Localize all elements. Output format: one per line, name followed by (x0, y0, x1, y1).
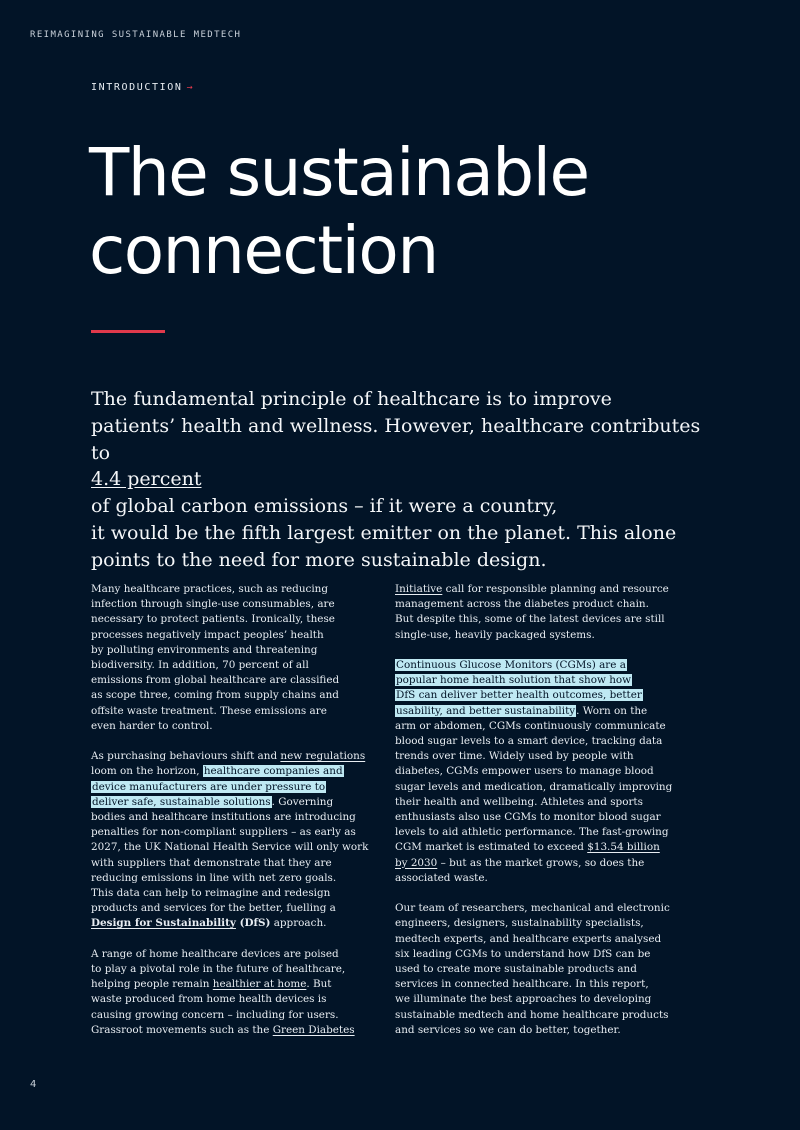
carbon-emissions-link[interactable]: 4.4 percent (91, 468, 202, 491)
body-line: with suppliers that demonstrate that they are (91, 856, 332, 869)
body-line: as scope three, coming from supply chains and (91, 689, 339, 702)
body-text: CGM market is estimated to exceed (395, 841, 588, 854)
body-line: sustainable medtech and home healthcare products (395, 1008, 669, 1021)
body-line: arm or abdomen, CGMs continuously communicate (395, 719, 666, 732)
body-line (395, 582, 695, 597)
body-paragraph (395, 658, 695, 886)
highlighted-text: deliver safe, sustainable solutions (92, 795, 271, 808)
body-line: blood sugar levels to a smart device, tracking data (395, 735, 663, 748)
lede-line (91, 440, 711, 520)
body-line: six leading CGMs to understand how DfS can be (395, 947, 651, 960)
body-text: call for responsible planning and resource (442, 583, 669, 595)
body-line (91, 749, 391, 764)
body-text: . But (306, 978, 332, 991)
body-line: A range of home healthcare devices are poised (91, 947, 339, 960)
body-line: trends over time. Widely used by people with (395, 750, 634, 763)
lede-line: The fundamental principle of healthcare is to improve (91, 388, 612, 410)
accent-rule (91, 330, 165, 333)
body-line: waste produced from home health devices is (91, 993, 327, 1006)
body-line: sugar levels and medication, dramatically improving (395, 780, 673, 793)
body-line: Our team of researchers, mechanical and electronic (395, 902, 670, 915)
lede-paragraph (91, 386, 711, 574)
body-text: . Governing (271, 795, 334, 808)
body-line (395, 658, 695, 673)
title-line: connection (89, 212, 438, 289)
cgm-market-link-continued[interactable]: by 2030 (395, 856, 438, 869)
body-paragraph (395, 582, 695, 643)
body-line (91, 916, 391, 931)
body-line: services in connected healthcare. In this report, (395, 978, 649, 991)
body-line (91, 780, 391, 795)
body-line: to play a pivotal role in the future of healthcare, (91, 963, 346, 976)
body-paragraph (91, 749, 391, 931)
running-head: REIMAGINING SUSTAINABLE MEDTECH (30, 30, 242, 40)
body-text: (DfS) (235, 917, 271, 930)
design-for-sustainability-link[interactable]: Design for Sustainability (91, 917, 236, 930)
body-line (91, 795, 391, 810)
body-text: Grassroot movements such as the (91, 1023, 273, 1036)
section-label (91, 82, 194, 93)
body-line: even harder to control. (91, 719, 213, 732)
highlighted-text: Continuous Glucose Monitors (CGMs) are a (396, 659, 626, 671)
body-paragraph (395, 901, 695, 1038)
body-line (395, 704, 695, 719)
body-line: engineers, designers, sustainability specialists, (395, 917, 644, 930)
highlighted-text: DfS can deliver better health outcomes, better (396, 689, 642, 702)
lede-line: it would be the fifth largest emitter on the planet. This alone (91, 521, 677, 544)
lede-line: patients’ health and wellness. However, healthcare contributes (91, 414, 701, 437)
body-line: biodiversity. In addition, 70 percent of all (91, 659, 309, 672)
right-column (395, 582, 695, 1053)
body-line: products and services for the better, fuelling a (91, 902, 336, 915)
body-paragraph (91, 582, 391, 734)
body-line: causing growing concern – including for users. (91, 1008, 339, 1021)
body-line (395, 688, 695, 703)
body-line: levels to aid athletic performance. The fast-growing (395, 826, 669, 839)
body-line: and services so we can do better, together. (395, 1023, 621, 1036)
body-line: bodies and healthcare institutions are introducing (91, 811, 356, 824)
body-line (395, 673, 695, 688)
body-text: approach. (270, 917, 327, 930)
cgm-market-link[interactable]: $13.54 billion (587, 841, 660, 854)
body-line: But despite this, some of the latest devices are still (395, 613, 665, 626)
new-regulations-link[interactable]: new regulations (280, 750, 366, 763)
body-line: we illuminate the best approaches to developing (395, 993, 652, 1006)
body-line: processes negatively impact peoples’ health (91, 628, 324, 641)
body-line: by polluting environments and threatening (91, 643, 318, 656)
page-number: 4 (30, 1079, 37, 1090)
body-line: 2027, the UK National Health Service will only work (91, 841, 369, 854)
body-paragraph (91, 947, 391, 1038)
body-line: offsite waste treatment. These emissions are (91, 704, 327, 717)
body-text: As purchasing behaviours shift and (91, 750, 281, 763)
body-line (91, 764, 391, 779)
section-label-text: INTRODUCTION (91, 82, 183, 93)
body-line: their health and wellbeing. Athletes and sports (395, 795, 643, 808)
healthier-at-home-link[interactable]: healthier at home (212, 978, 307, 991)
highlighted-text: popular home health solution that show how (396, 674, 632, 687)
title-line: The sustainable (89, 134, 589, 211)
body-line: diabetes, CGMs empower users to manage blood (395, 765, 654, 778)
lede-text: to (91, 441, 111, 464)
highlighted-text: device manufacturers are under pressure to (92, 780, 326, 793)
body-text: – but as the market grows, so does the (437, 856, 645, 869)
body-text: . Worn on the (576, 704, 648, 717)
body-line: necessary to protect patients. Ironically, these (91, 613, 335, 626)
body-text: helping people remain (91, 978, 213, 991)
highlighted-text: usability, and better sustainability (396, 704, 576, 717)
body-line: Many healthcare practices, such as reducing (91, 583, 329, 595)
body-line: used to create more sustainable products and (395, 963, 637, 976)
body-line: single-use, heavily packaged systems. (395, 628, 595, 641)
body-line: enthusiasts also use CGMs to monitor blood sugar (395, 811, 661, 824)
green-diabetes-link[interactable]: Green Diabetes (272, 1023, 355, 1036)
body-line (91, 1023, 391, 1038)
body-line: emissions from global healthcare are classified (91, 674, 340, 687)
body-line: infection through single-use consumables, are (91, 598, 335, 611)
left-column (91, 582, 391, 1053)
arrow-right-icon: → (186, 82, 195, 93)
highlighted-text: healthcare companies and (203, 765, 343, 778)
body-text: loom on the horizon, (91, 765, 203, 778)
body-line (91, 977, 391, 992)
lede-line: points to the need for more sustainable design. (91, 548, 547, 571)
body-line: penalties for non-compliant suppliers – as early as (91, 826, 356, 839)
body-line: reducing emissions in line with net zero goals. (91, 871, 337, 884)
body-line: management across the diabetes product chain. (395, 598, 649, 611)
body-line: associated waste. (395, 871, 488, 884)
body-line: medtech experts, and healthcare experts analysed (395, 932, 662, 945)
green-diabetes-initiative-link[interactable]: Initiative (395, 583, 443, 595)
lede-text: of global carbon emissions – if it were a country, (91, 495, 558, 518)
page-title (89, 134, 729, 290)
body-line (395, 856, 695, 871)
body-line: This data can help to reimagine and redesign (91, 887, 331, 900)
body-line (395, 840, 695, 855)
